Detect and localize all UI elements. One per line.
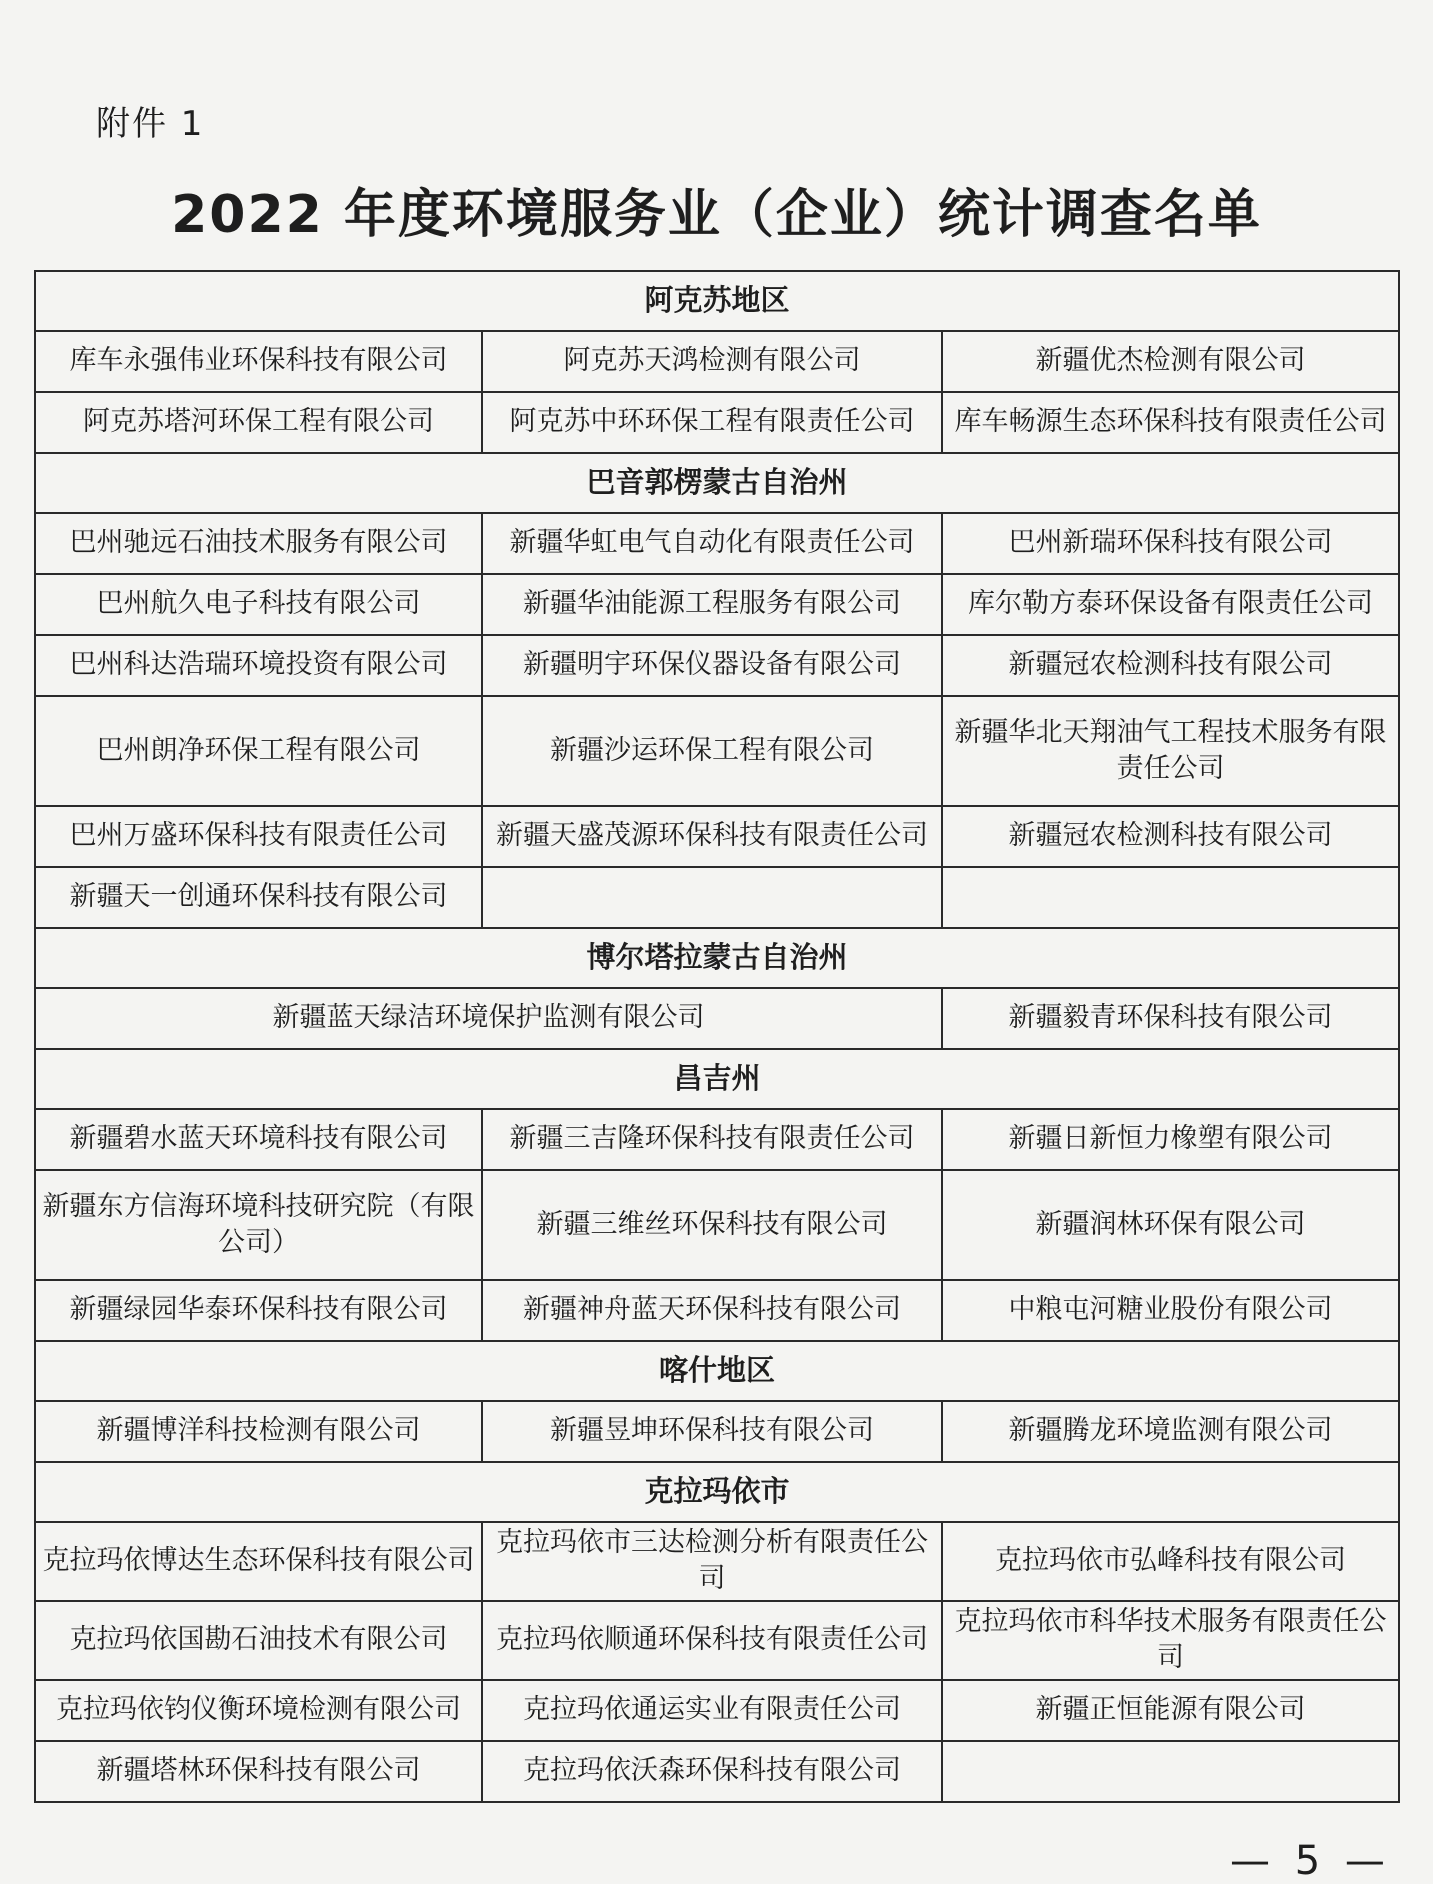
empty-cell (942, 867, 1399, 928)
company-cell: 新疆冠农检测科技有限公司 (942, 806, 1399, 867)
empty-cell (942, 1741, 1399, 1802)
company-cell: 克拉玛依通运实业有限责任公司 (482, 1680, 942, 1741)
page-title: 2022 年度环境服务业（企业）统计调查名单 (171, 185, 1262, 245)
company-cell: 克拉玛依钧仪衡环境检测有限公司 (35, 1680, 482, 1741)
company-cell: 阿克苏塔河环保工程有限公司 (35, 392, 482, 453)
company-cell: 新疆日新恒力橡塑有限公司 (942, 1109, 1399, 1170)
company-cell: 新疆优杰检测有限公司 (942, 331, 1399, 392)
company-cell: 新疆明宇环保仪器设备有限公司 (482, 635, 942, 696)
region-header-bortala: 博尔塔拉蒙古自治州 (35, 928, 1399, 988)
company-cell: 新疆三维丝环保科技有限公司 (482, 1170, 942, 1280)
region-header-bayingolin: 巴音郭楞蒙古自治州 (35, 453, 1399, 513)
company-cell: 巴州朗净环保工程有限公司 (35, 696, 482, 806)
company-cell: 阿克苏天鸿检测有限公司 (482, 331, 942, 392)
company-cell: 库车畅源生态环保科技有限责任公司 (942, 392, 1399, 453)
region-header-kashgar: 喀什地区 (35, 1341, 1399, 1401)
company-cell: 巴州万盛环保科技有限责任公司 (35, 806, 482, 867)
company-cell: 克拉玛依市三达检测分析有限责任公司 (482, 1522, 942, 1601)
company-cell: 克拉玛依顺通环保科技有限责任公司 (482, 1601, 942, 1680)
company-cell: 新疆东方信海环境科技研究院（有限公司） (35, 1170, 482, 1280)
company-cell: 新疆天盛茂源环保科技有限责任公司 (482, 806, 942, 867)
company-cell: 新疆塔林环保科技有限公司 (35, 1741, 482, 1802)
company-cell: 新疆冠农检测科技有限公司 (942, 635, 1399, 696)
company-cell: 新疆沙运环保工程有限公司 (482, 696, 942, 806)
company-cell: 新疆润林环保有限公司 (942, 1170, 1399, 1280)
company-cell: 巴州驰远石油技术服务有限公司 (35, 513, 482, 574)
company-cell: 库尔勒方泰环保设备有限责任公司 (942, 574, 1399, 635)
company-cell: 克拉玛依市科华技术服务有限责任公司 (942, 1601, 1399, 1680)
company-cell: 新疆绿园华泰环保科技有限公司 (35, 1280, 482, 1341)
company-cell: 新疆华油能源工程服务有限公司 (482, 574, 942, 635)
company-cell: 克拉玛依沃森环保科技有限公司 (482, 1741, 942, 1802)
company-cell: 克拉玛依国勘石油技术有限公司 (35, 1601, 482, 1680)
company-cell: 巴州航久电子科技有限公司 (35, 574, 482, 635)
company-cell: 新疆三吉隆环保科技有限责任公司 (482, 1109, 942, 1170)
company-cell: 巴州新瑞环保科技有限公司 (942, 513, 1399, 574)
region-header-karamay: 克拉玛依市 (35, 1462, 1399, 1522)
region-header-aksu: 阿克苏地区 (35, 271, 1399, 331)
attachment-label: 附件 1 (96, 104, 205, 144)
company-cell: 新疆碧水蓝天环境科技有限公司 (35, 1109, 482, 1170)
page-number: — 5 — (1230, 1838, 1391, 1884)
company-cell: 新疆腾龙环境监测有限公司 (942, 1401, 1399, 1462)
company-cell: 库车永强伟业环保科技有限公司 (35, 331, 482, 392)
company-cell: 新疆天一创通环保科技有限公司 (35, 867, 482, 928)
region-header-changji: 昌吉州 (35, 1049, 1399, 1109)
company-cell: 新疆正恒能源有限公司 (942, 1680, 1399, 1741)
company-cell: 新疆昱坤环保科技有限公司 (482, 1401, 942, 1462)
empty-cell (482, 867, 942, 928)
company-cell: 中粮屯河糖业股份有限公司 (942, 1280, 1399, 1341)
company-cell: 新疆毅青环保科技有限公司 (942, 988, 1399, 1049)
company-cell: 克拉玛依博达生态环保科技有限公司 (35, 1522, 482, 1601)
company-cell: 克拉玛依市弘峰科技有限公司 (942, 1522, 1399, 1601)
company-cell: 新疆蓝天绿洁环境保护监测有限公司 (35, 988, 942, 1049)
company-list-table (34, 270, 1400, 1803)
company-cell: 阿克苏中环环保工程有限责任公司 (482, 392, 942, 453)
company-cell: 巴州科达浩瑞环境投资有限公司 (35, 635, 482, 696)
company-cell: 新疆神舟蓝天环保科技有限公司 (482, 1280, 942, 1341)
company-cell: 新疆博洋科技检测有限公司 (35, 1401, 482, 1462)
company-cell: 新疆华北天翔油气工程技术服务有限责任公司 (942, 696, 1399, 806)
company-cell: 新疆华虹电气自动化有限责任公司 (482, 513, 942, 574)
